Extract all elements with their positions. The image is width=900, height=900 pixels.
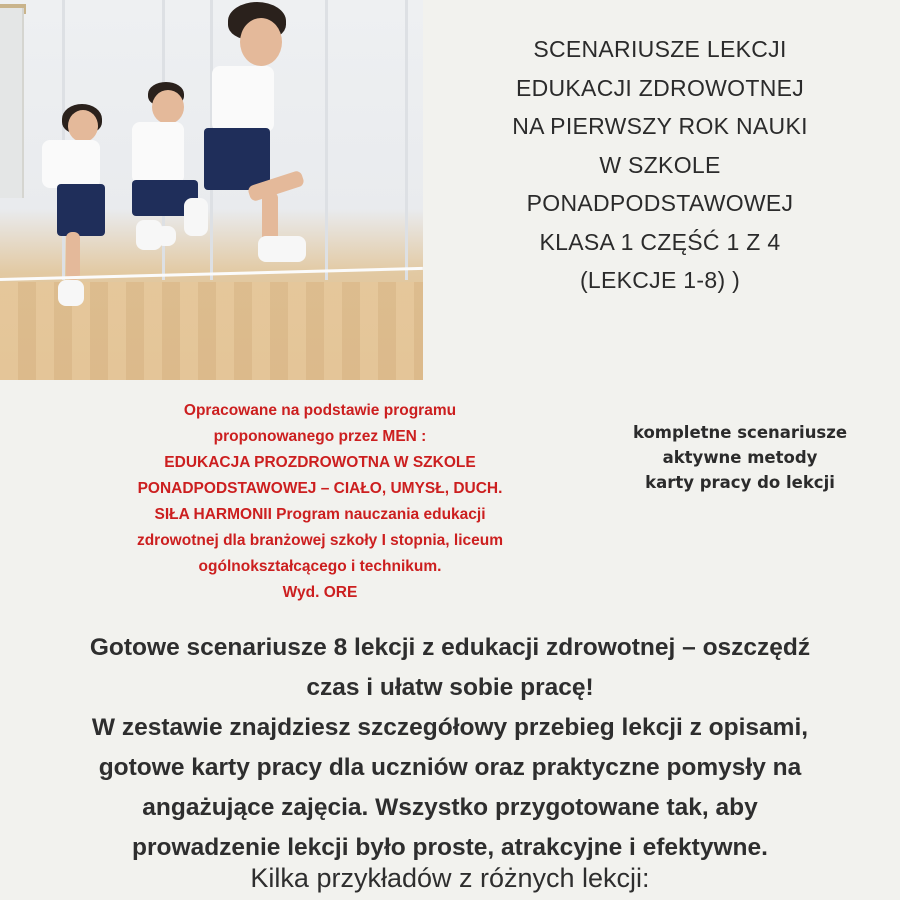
description-line: prowadzenie lekcji było proste, atrakcyjne i efektywne. <box>132 834 768 861</box>
note-line: Opracowane na podstawie programu <box>183 402 457 419</box>
product-description <box>0 628 900 868</box>
note-line: ogólnokształcącego i technikum. <box>198 558 442 575</box>
title-line: (LEKCJE 1-8) ) <box>579 267 741 293</box>
title-line: EDUKACJI ZDROWOTNEJ <box>515 74 805 101</box>
examples-heading: Kilka przykładów z różnych lekcji: <box>250 863 650 893</box>
note-line: zdrowotnej dla branżowej szkoły I stopnia, liceum <box>136 532 504 549</box>
feature-item: karty pracy do lekcji <box>645 473 835 492</box>
note-line: Wyd. ORE <box>282 584 358 601</box>
title-line: KLASA 1 CZĘŚĆ 1 Z 4 <box>539 228 781 255</box>
page-title <box>470 30 850 300</box>
window-curtain <box>0 8 24 198</box>
description-line: czas i ułatw sobie pracę! <box>306 674 594 701</box>
wall-panel-line <box>325 0 328 280</box>
hero-photo <box>0 0 423 380</box>
feature-list <box>590 420 890 495</box>
title-line: W SZKOLE <box>599 151 721 178</box>
description-line: W zestawie znajdziesz szczegółowy przebieg lekcji z opisami, <box>91 714 809 741</box>
note-line: EDUKACJA PROZDROWOTNA W SZKOLE <box>164 454 476 471</box>
feature-item: kompletne scenariusze <box>632 423 848 442</box>
wall-panel-line <box>405 0 408 280</box>
description-line: Gotowe scenariusze 8 lekcji z edukacji zdrowotnej – oszczędź <box>89 634 811 661</box>
note-line: SIŁA HARMONII Program nauczania edukacji <box>154 506 486 523</box>
title-line: PONADPODSTAWOWEJ <box>526 190 794 216</box>
note-line: proponowanego przez MEN : <box>213 428 427 445</box>
title-line: NA PIERWSZY ROK NAUKI <box>512 113 808 139</box>
description-line: angażujące zajęcia. Wszystko przygotowane tak, aby <box>142 794 758 821</box>
source-program-note <box>40 398 600 606</box>
note-line: PONADPODSTAWOWEJ – CIAŁO, UMYSŁ, DUCH. <box>137 480 503 497</box>
title-line: SCENARIUSZE LEKCJI <box>533 36 787 62</box>
description-line: gotowe karty pracy dla uczniów oraz praktyczne pomysły na <box>98 754 802 781</box>
feature-item: aktywne metody <box>662 448 818 467</box>
